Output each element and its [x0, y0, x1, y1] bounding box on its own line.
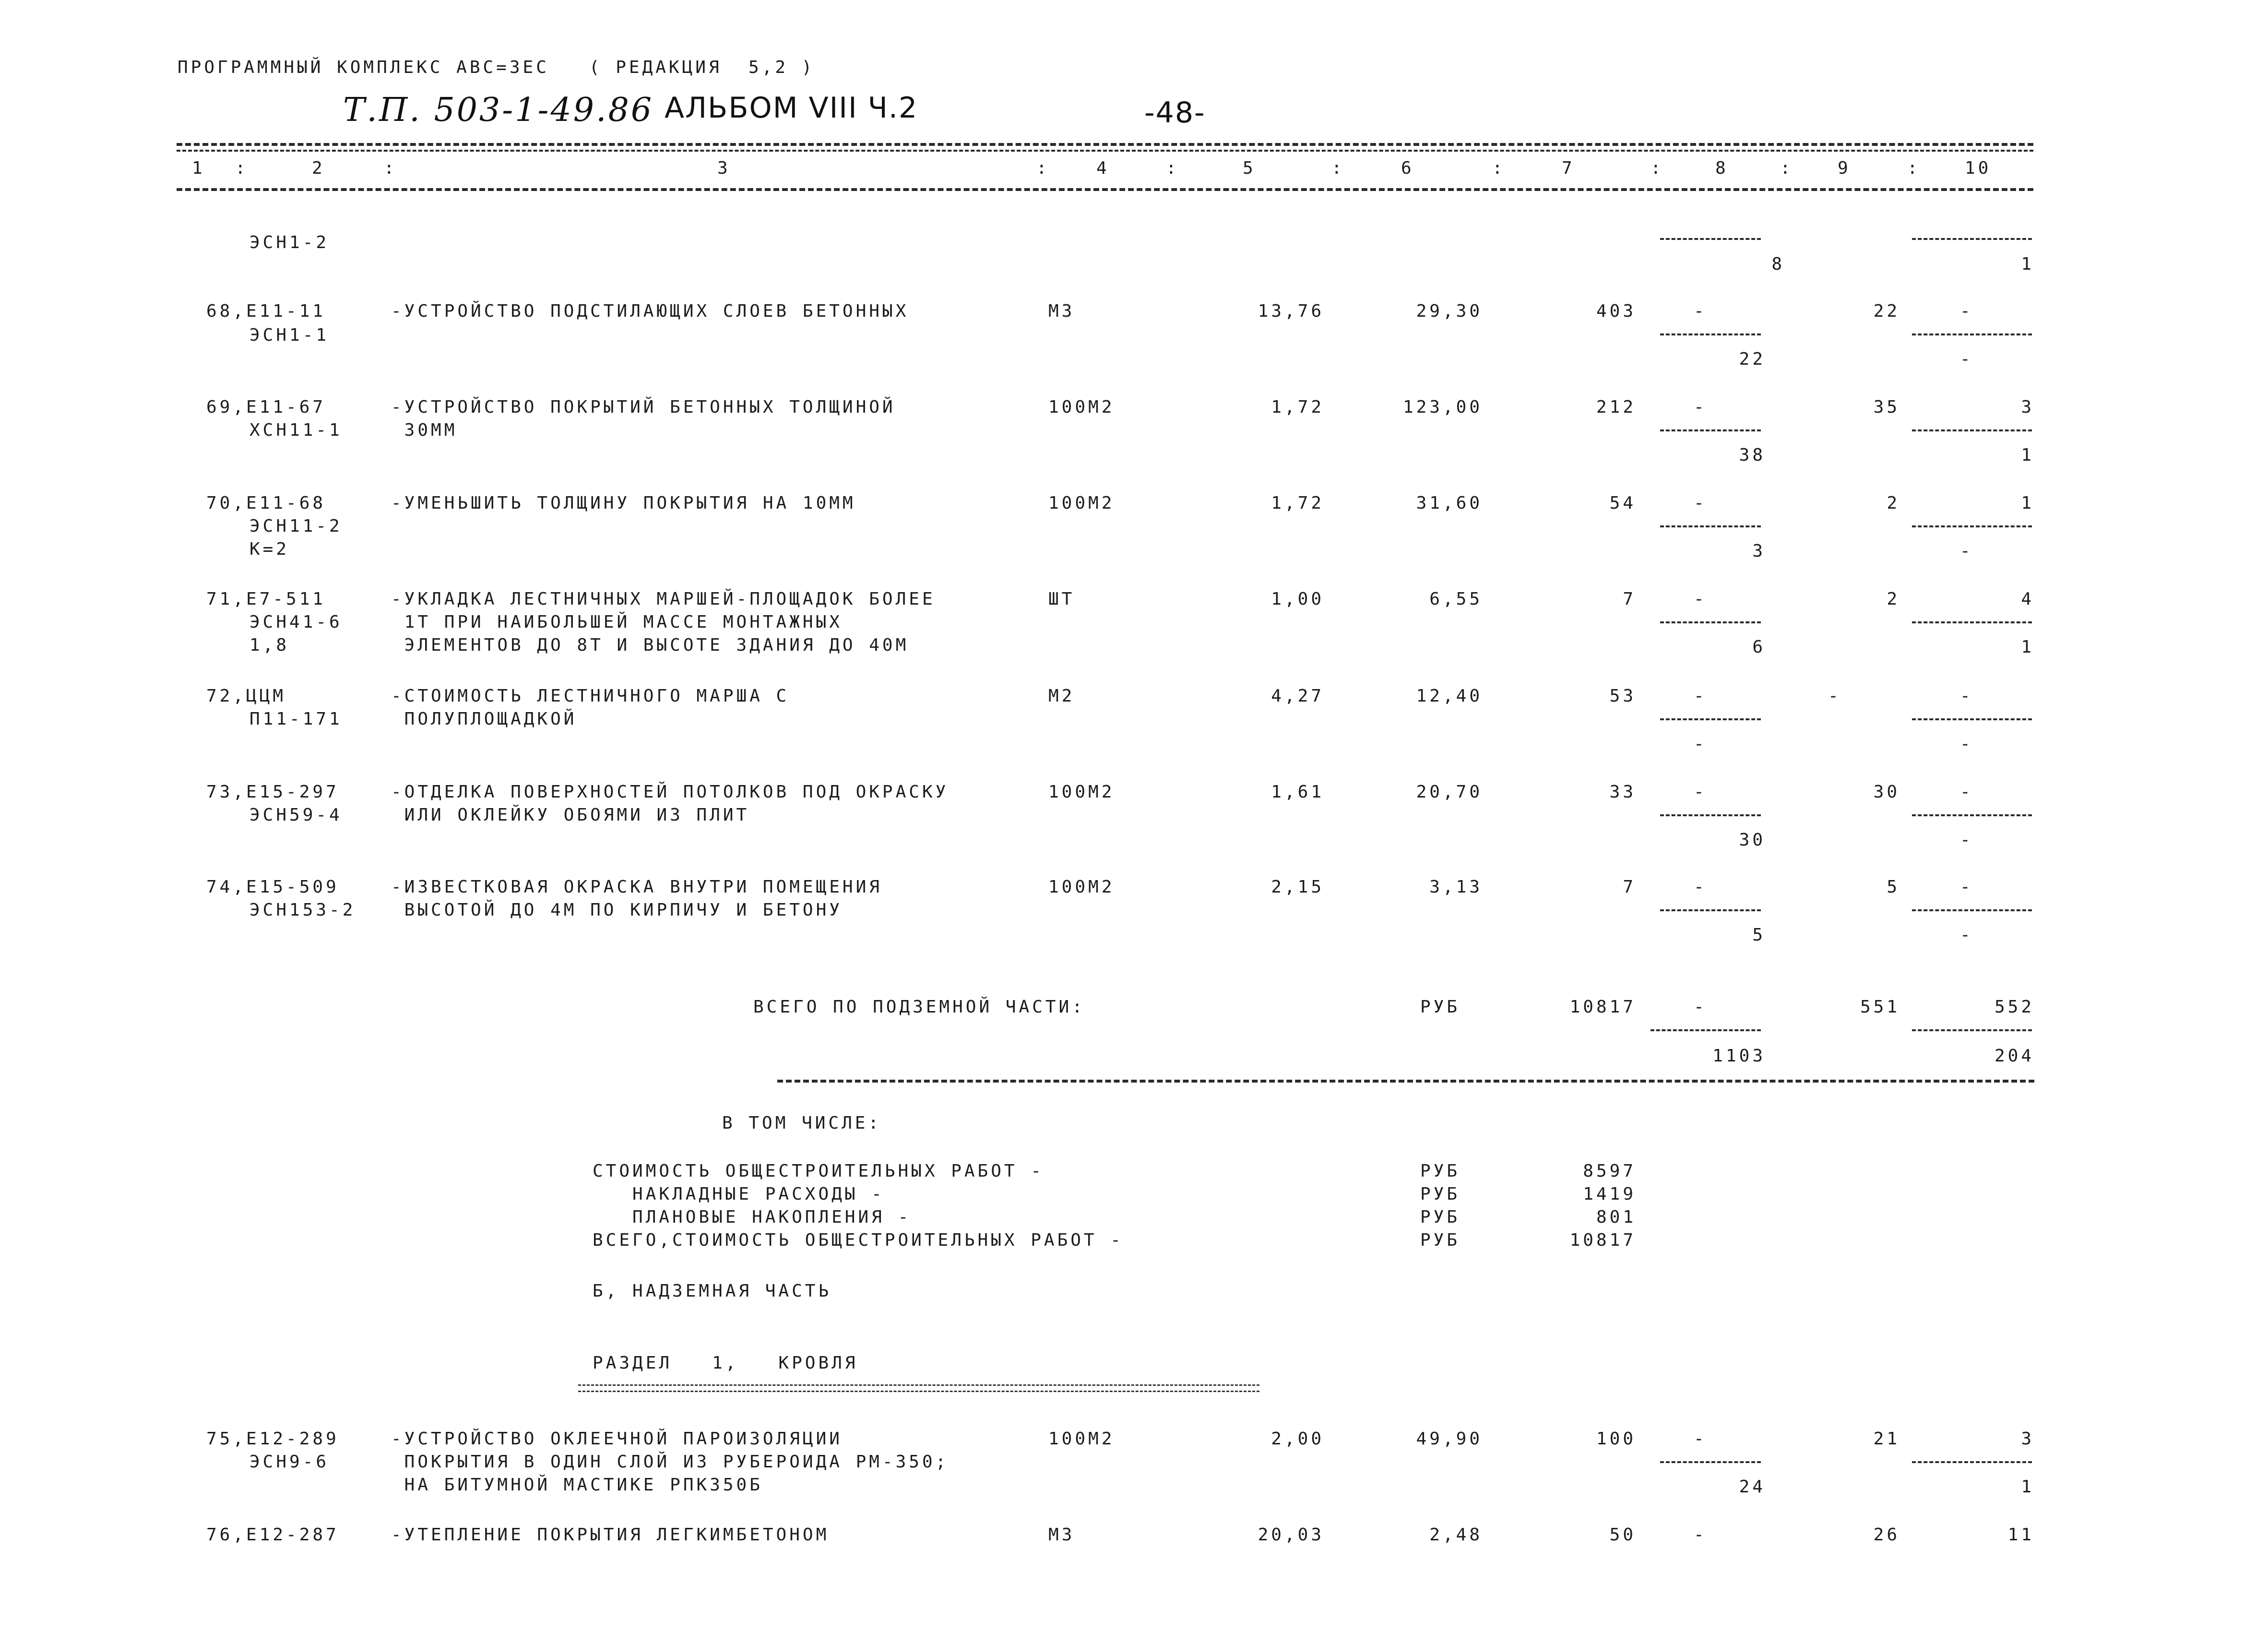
section-heading: Б, НАДЗЕМНАЯ ЧАСТЬ	[593, 1281, 832, 1301]
header-rule-top	[177, 143, 2033, 146]
row-code: ЭСН1-2	[249, 233, 330, 252]
razdel-underline	[578, 1384, 1259, 1392]
header-rule-top-2	[177, 150, 2033, 152]
page-number: -48-	[1144, 96, 1206, 130]
col-10: 10	[1965, 158, 1992, 178]
col-3: 3	[717, 158, 731, 178]
total-rule	[777, 1080, 2034, 1083]
col-4: 4	[1096, 158, 1110, 178]
col-8: 8	[1715, 158, 1729, 178]
col-6: 6	[1401, 158, 1414, 178]
album-title: АЛЬБОМ VIII Ч.2	[665, 91, 918, 125]
col-1: 1	[192, 158, 205, 178]
header-rule-bottom	[177, 188, 2033, 191]
col-5: 5	[1243, 158, 1256, 178]
total-label: ВСЕГО ПО ПОДЗЕМНОЙ ЧАСТИ:	[753, 997, 1085, 1017]
col-7: 7	[1562, 158, 1575, 178]
including-heading: В ТОМ ЧИСЛЕ:	[722, 1113, 882, 1133]
project-code: Т.П. 503-1-49.86	[343, 91, 654, 129]
col-2: 2	[312, 158, 325, 178]
col-9: 9	[1838, 158, 1851, 178]
razdel-heading: РАЗДЕЛ 1, КРОВЛЯ	[593, 1353, 858, 1373]
program-header: ПРОГРАММНЫЙ КОМПЛЕКС АВС=3ЕС ( РЕДАКЦИЯ 5,2 )	[178, 58, 815, 77]
